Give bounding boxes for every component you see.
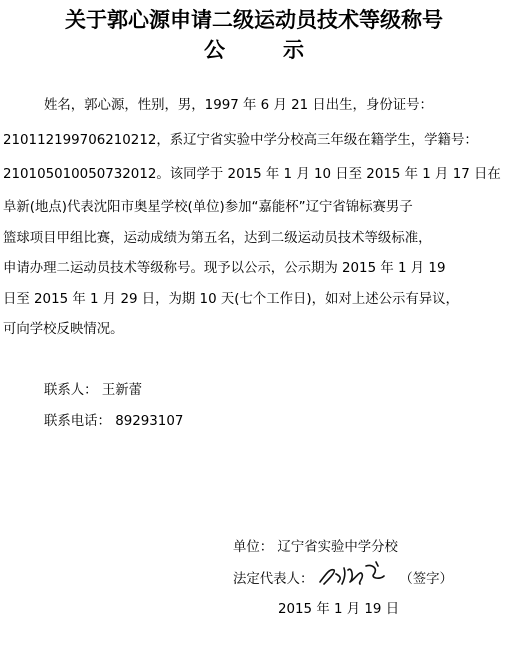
body-line-4: 阜新(地点)代表沈阳市奥星学校(单位)参加“嘉能杯”辽宁省锦标赛男子 [3,200,413,215]
body-line-2: 210112199706210212，系辽宁省实验中学分校高三年级在籍学生，学籍号： [3,133,478,148]
notice-title: 关于郭心源申请二级运动员技术等级称号 [65,7,443,32]
legal-representative-label: 法定代表人： [233,572,314,587]
notice-subtitle: 公示 [204,37,362,62]
body-line-3: 210105010050732012。该同学于 2015 年 1 月 10 日至 2015 年 1 月 17 日在 [3,167,501,182]
body-line-1: 姓名，郭心源，性别，男，1997 年 6 月 21 日出生，身份证号： [44,98,433,113]
issue-date: 2015 年 1 月 19 日 [278,602,400,617]
handwritten-signature-icon [314,556,396,590]
issuing-unit: 单位： 辽宁省实验中学分校 [233,540,398,555]
body-line-8: 可向学校反映情况。 [3,322,124,337]
body-line-5: 篮球项目甲组比赛，运动成绩为第五名，达到二级运动员技术等级标准， [3,231,432,246]
contact-phone: 联系电话： 89293107 [44,414,184,429]
body-line-7: 日至 2015 年 1 月 29 日，为期 10 天(七个工作日)，如对上述公示有异议， [3,292,459,307]
body-line-6: 申请办理二运动员技术等级称号。现予以公示，公示期为 2015 年 1 月 19 [3,261,446,276]
contact-person: 联系人： 王新蕾 [44,383,142,398]
sign-note: （签字） [399,572,453,587]
